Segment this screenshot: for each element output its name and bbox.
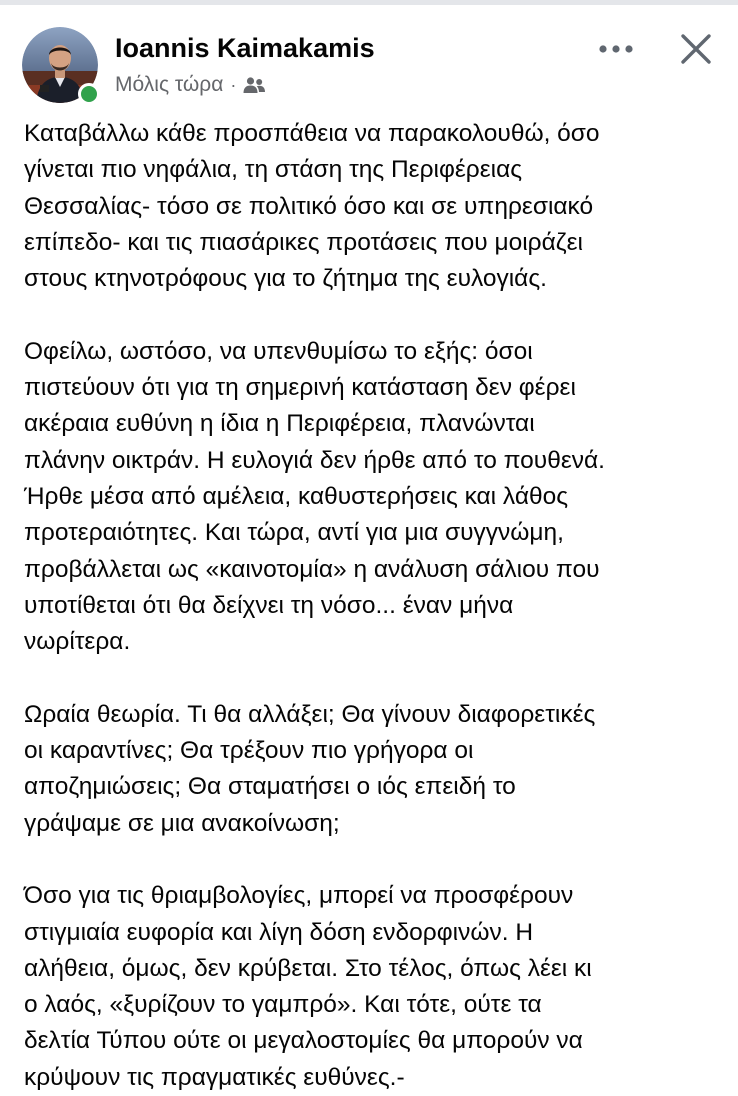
close-button[interactable] (672, 25, 720, 73)
post-meta (115, 72, 266, 98)
meta-separator: · (230, 74, 237, 95)
author-name[interactable]: Ioannis Kaimakamis (115, 33, 375, 63)
author-avatar[interactable] (22, 27, 98, 103)
online-status-indicator (78, 83, 100, 105)
close-icon (680, 33, 712, 65)
post-paragraph: Όσο για τις θριαμβολογίες, μπορεί να προσφέρουν στιγμιαία ευφορία και λίγη δόση ενδορφινών. Η αλήθεια, όμως, δεν κρύβεται. Στο τέλος, όπως λέει κι ο λαός, «ξυρίζουν το γαμπρό». Και τότε, ούτε τα δελτία Τύπου ούτε οι μεγαλοστομίες θα μπορούν να κρύψουν τις πραγματικές ευθύνες.- (24, 882, 592, 1091)
more-options-button[interactable] (594, 27, 638, 71)
more-dots-icon (598, 44, 634, 54)
friends-icon[interactable] (242, 76, 266, 94)
post-paragraph: Καταβάλλω κάθε προσπάθεια να παρακολουθώ, όσο γίνεται πιο νηφάλια, τη στάση της Περιφέρειας Θεσσαλίας- τόσο σε πολιτικό όσο και σε υπηρεσιακό επίπεδο- και τις πιασάρικες προτάσεις που μοιράζει στους κτηνοτρόφους για το ζήτημα της ευλογιάς. (24, 120, 600, 293)
post-text (24, 116, 724, 1096)
post-header (0, 5, 738, 110)
post-paragraph: Οφείλω, ωστόσο, να υπενθυμίσω το εξής: όσοι πιστεύουν ότι για τη σημερινή κατάσταση δεν φέρει ακέραια ευθύνη η ίδια η Περιφέρεια, πλανώνται πλάνην οικτράν. Η ευλογιά δεν ήρθε από το πουθενά. Ήρθε μέσα από αμέλεια, καθυστερήσεις και λάθος προτεραιότητες. Και τώρα, αντί για μια συγγνώμη, προβάλλεται ως «καινοτομία» η ανάλυση σάλιου που υποτίθεται ότι θα δείχνει τη νόσο... έναν μήνα νωρίτερα. (24, 337, 605, 656)
post-timestamp[interactable]: Μόλις τώρα (115, 73, 224, 96)
post-paragraph: Ωραία θεωρία. Τι θα αλλάξει; Θα γίνουν διαφορετικές οι καραντίνες; Θα τρέξουν πιο γρήγορα οι αποζημιώσεις; Θα σταματήσει ο ιός επειδή το γράψαμε σε μια ανακοίνωση; (24, 700, 596, 837)
